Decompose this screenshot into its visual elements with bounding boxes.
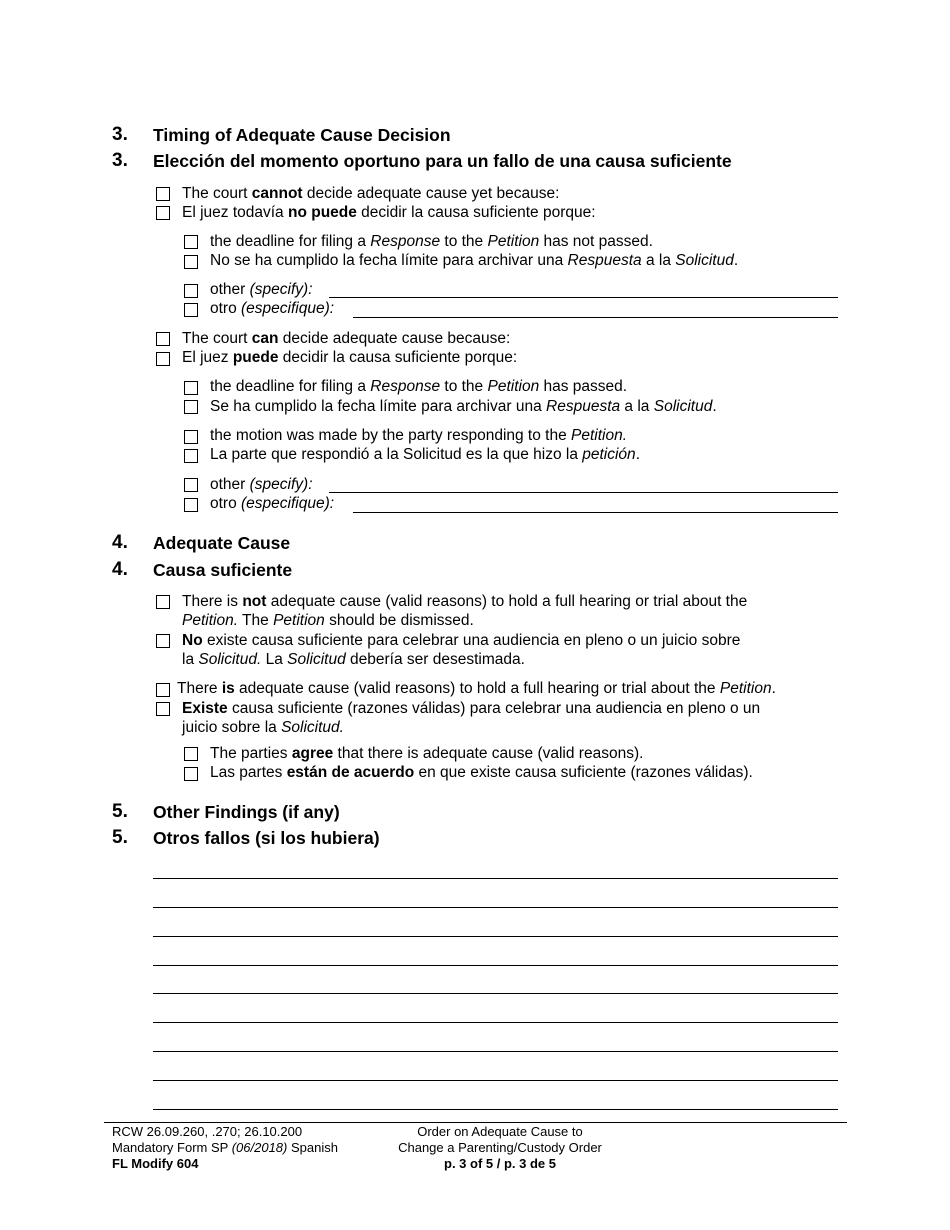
can-decide-label-es: El juez puede decidir la causa suficiente porque: — [182, 349, 518, 366]
not-adequate-cause-label-es-2: la Solicitud. La Solicitud debería ser desestimada. — [182, 651, 525, 668]
can-decide-checkbox-es[interactable] — [156, 352, 170, 366]
other-findings-line[interactable] — [153, 1022, 838, 1023]
can-other-checkbox[interactable] — [184, 478, 198, 492]
section-4-title-es: Causa suficiente — [153, 560, 293, 580]
footer-page-number: p. 3 of 5 / p. 3 de 5 — [444, 1156, 556, 1171]
deadline-not-passed-checkbox[interactable] — [184, 235, 198, 249]
cannot-other-checkbox[interactable] — [184, 284, 198, 298]
cannot-other-specify-line-es[interactable] — [353, 317, 838, 318]
is-adequate-cause-checkbox[interactable] — [156, 683, 170, 697]
section-4-number-es: 4. — [112, 559, 128, 580]
section-3-title-en: Timing of Adequate Cause Decision — [153, 125, 451, 145]
can-decide-checkbox[interactable] — [156, 332, 170, 346]
other-findings-line[interactable] — [153, 1080, 838, 1081]
parties-agree-checkbox[interactable] — [184, 747, 198, 761]
footer-rule — [104, 1122, 847, 1123]
parties-agree-checkbox-es[interactable] — [184, 767, 198, 781]
other-findings-line[interactable] — [153, 965, 838, 966]
deadline-not-passed-label-en: the deadline for filing a Response to the Petition has not passed. — [210, 233, 653, 250]
can-other-label-es: otro (especifique): — [210, 495, 335, 512]
section-3-number: 3. — [112, 124, 128, 145]
is-adequate-cause-label-en: There is adequate cause (valid reasons) to hold a full hearing or trial about the Petition. — [177, 680, 776, 697]
parties-agree-label-en: The parties agree that there is adequate cause (valid reasons). — [210, 745, 644, 762]
other-findings-line[interactable] — [153, 907, 838, 908]
cannot-other-specify-line[interactable] — [329, 297, 838, 298]
motion-responding-party-checkbox-es[interactable] — [184, 449, 198, 463]
motion-responding-party-label-en: the motion was made by the party responding to the Petition. — [210, 427, 628, 444]
can-other-specify-line[interactable] — [329, 492, 838, 493]
section-4-number: 4. — [112, 532, 128, 553]
can-other-specify-line-es[interactable] — [353, 512, 838, 513]
cannot-other-checkbox-es[interactable] — [184, 303, 198, 317]
cannot-other-label-en: other (specify): — [210, 281, 313, 298]
other-findings-line[interactable] — [153, 1051, 838, 1052]
not-adequate-cause-checkbox-es[interactable] — [156, 634, 170, 648]
not-adequate-cause-label-en: There is not adequate cause (valid reasons) to hold a full hearing or trial about the — [182, 593, 748, 610]
footer-rcw: RCW 26.09.260, .270; 26.10.200 — [112, 1124, 303, 1139]
cannot-decide-checkbox-es[interactable] — [156, 206, 170, 220]
not-adequate-cause-label-es: No existe causa suficiente para celebrar una audiencia en pleno o un juicio sobre — [182, 632, 741, 649]
deadline-passed-label-en: the deadline for filing a Response to the Petition has passed. — [210, 378, 628, 395]
parties-agree-label-es: Las partes están de acuerdo en que existe causa suficiente (razones válidas). — [210, 764, 753, 781]
section-5-title-en: Other Findings (if any) — [153, 802, 340, 822]
deadline-passed-label-es: Se ha cumplido la fecha límite para archivar una Respuesta a la Solicitud. — [210, 398, 717, 415]
other-findings-line[interactable] — [153, 878, 838, 879]
cannot-other-label-es: otro (especifique): — [210, 300, 335, 317]
section-3-number-es: 3. — [112, 150, 128, 171]
footer-form-id: FL Modify 604 — [112, 1156, 199, 1171]
section-4-title-en: Adequate Cause — [153, 533, 291, 553]
footer-title-1: Order on Adequate Cause to — [417, 1124, 583, 1139]
can-decide-label-en: The court can decide adequate cause because: — [182, 330, 511, 347]
section-5-title-es: Otros fallos (si los hubiera) — [153, 828, 380, 848]
can-other-label-en: other (specify): — [210, 476, 313, 493]
footer-title-2: Change a Parenting/Custody Order — [398, 1140, 602, 1155]
motion-responding-party-label-es: La parte que respondió a la Solicitud es la que hizo la petición. — [210, 446, 640, 463]
motion-responding-party-checkbox[interactable] — [184, 430, 198, 444]
not-adequate-cause-checkbox[interactable] — [156, 595, 170, 609]
cannot-decide-label-es: El juez todavía no puede decidir la causa suficiente porque: — [182, 204, 596, 221]
section-5-number-es: 5. — [112, 827, 128, 848]
cannot-decide-label-en: The court cannot decide adequate cause yet because: — [182, 185, 560, 202]
is-adequate-cause-checkbox-es[interactable] — [156, 702, 170, 716]
section-3-title-es: Elección del momento oportuno para un fallo de una causa suficiente — [153, 151, 732, 171]
is-adequate-cause-label-es: Existe causa suficiente (razones válidas) para celebrar una audiencia en pleno o un — [182, 700, 761, 717]
section-5-number: 5. — [112, 801, 128, 822]
other-findings-line[interactable] — [153, 993, 838, 994]
is-adequate-cause-label-es-2: juicio sobre la Solicitud. — [182, 719, 344, 736]
deadline-passed-checkbox-es[interactable] — [184, 400, 198, 414]
other-findings-line[interactable] — [153, 936, 838, 937]
deadline-not-passed-label-es: No se ha cumplido la fecha límite para archivar una Respuesta a la Solicitud. — [210, 252, 739, 269]
cannot-decide-checkbox[interactable] — [156, 187, 170, 201]
deadline-passed-checkbox[interactable] — [184, 381, 198, 395]
other-findings-line[interactable] — [153, 1109, 838, 1110]
deadline-not-passed-checkbox-es[interactable] — [184, 255, 198, 269]
can-other-checkbox-es[interactable] — [184, 498, 198, 512]
footer-mandatory-form: Mandatory Form SP (06/2018) Spanish — [112, 1140, 338, 1155]
not-adequate-cause-label-en-2: Petition. The Petition should be dismissed. — [182, 612, 474, 629]
